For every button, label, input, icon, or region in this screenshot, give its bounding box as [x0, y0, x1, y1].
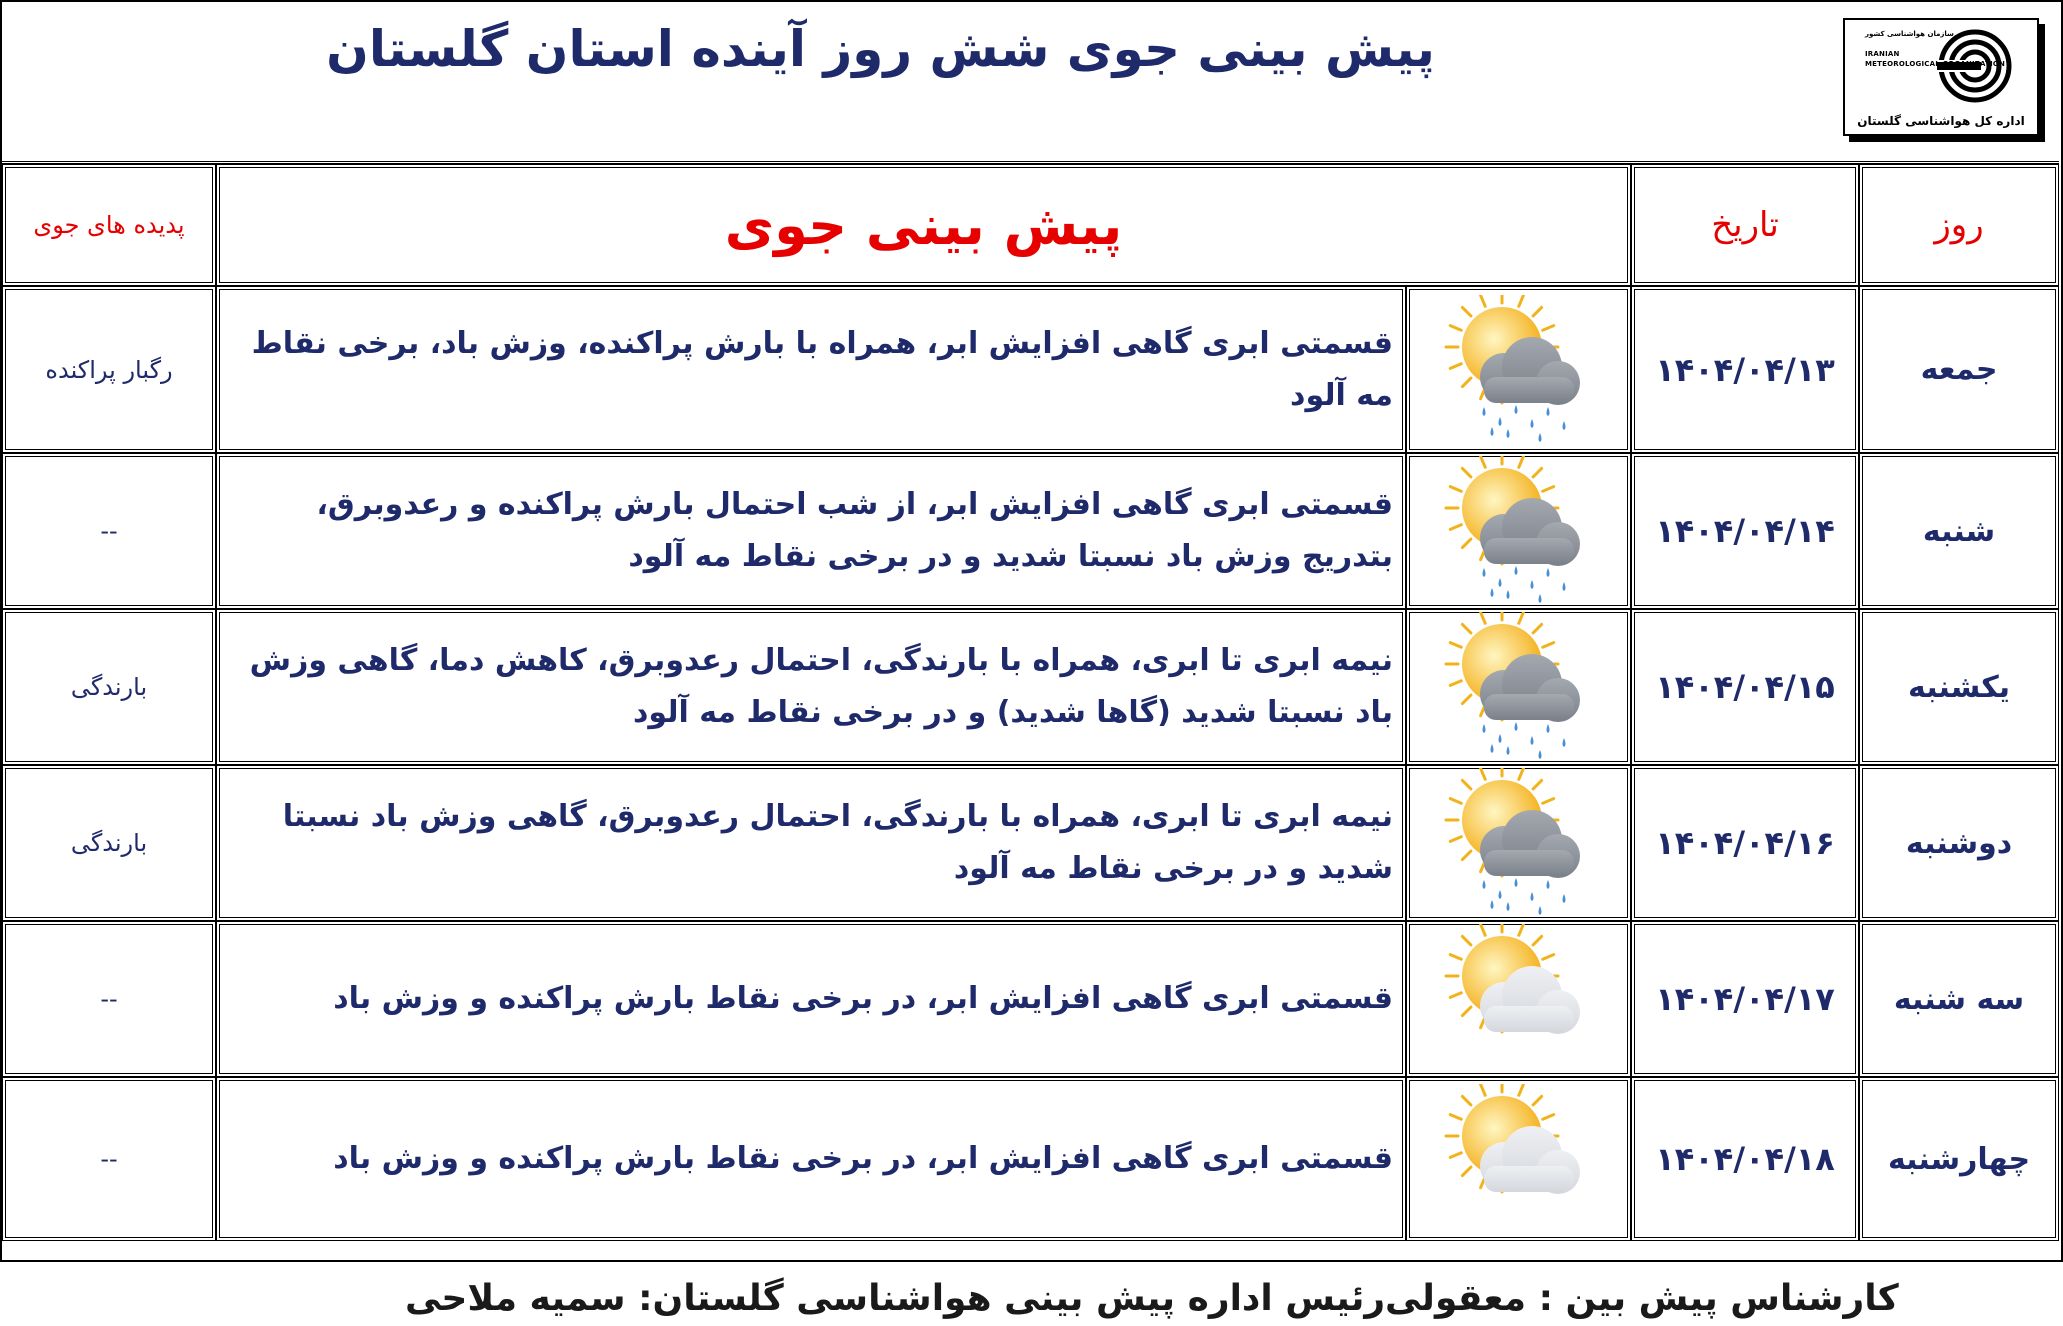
weather-icon-cell: [1406, 1077, 1631, 1241]
row-day: جمعه: [1859, 286, 2059, 453]
row-day: یکشنبه: [1859, 609, 2059, 765]
header-date: تاریخ: [1631, 164, 1859, 286]
row-date: ۱۴۰۴/۰۴/۱۳: [1631, 286, 1859, 453]
forecast-row: [2, 765, 2059, 921]
forecast-row: [2, 1077, 2059, 1241]
header-day: روز: [1859, 164, 2059, 286]
weather-icon-cell: [1406, 609, 1631, 765]
row-phenomena: بارندگی: [2, 765, 216, 921]
row-date: ۱۴۰۴/۰۴/۱۶: [1631, 765, 1859, 921]
forecast-row: [2, 609, 2059, 765]
row-date: ۱۴۰۴/۰۴/۱۸: [1631, 1077, 1859, 1241]
head-of-office: رئیس اداره پیش بینی هواشناسی گلستان: سمیه ملاحی: [405, 1278, 1386, 1319]
sun-cloud-rain-icon: [1444, 612, 1594, 762]
sun-cloud-icon: [1444, 924, 1594, 1074]
forecast-row: [2, 453, 2059, 609]
logo-en-name-1: IRANIAN: [1865, 50, 1900, 58]
page-title: پیش بینی جوی شش روز آینده استان گلستان: [326, 20, 1435, 78]
row-forecast-description: قسمتی ابری گاهی افزایش ابر، در برخی نقاط بارش پراکنده و وزش باد: [216, 1077, 1406, 1241]
logo-en-name-2: METEOROLOGICAL ORGANIZATION: [1865, 60, 2006, 68]
sun-cloud-rain-icon: [1444, 295, 1594, 445]
row-day: چهارشنبه: [1859, 1077, 2059, 1241]
forecast-row: [2, 921, 2059, 1077]
sun-cloud-icon: [1444, 1084, 1594, 1234]
row-forecast-description: نیمه ابری تا ابری، همراه با بارندگی، احتمال رعدوبرق، گاهی وزش باد نسبتا شدید و در برخی نقاط مه آلود: [216, 765, 1406, 921]
row-day: سه شنبه: [1859, 921, 2059, 1077]
weather-icon-cell: [1406, 286, 1631, 453]
sun-cloud-rain-icon: [1444, 456, 1594, 606]
page-header: [2, 2, 2059, 164]
header-phenomena: پدیده های جوی: [2, 164, 216, 286]
row-forecast-description: قسمتی ابری گاهی افزایش ابر، در برخی نقاط بارش پراکنده و وزش باد: [216, 921, 1406, 1077]
header-forecast: پیش بینی جوی: [216, 164, 1631, 286]
row-date: ۱۴۰۴/۰۴/۱۵: [1631, 609, 1859, 765]
row-phenomena: --: [2, 453, 216, 609]
forecast-row: [2, 286, 2059, 453]
meteorological-logo: [1843, 18, 2039, 136]
row-day: دوشنبه: [1859, 765, 2059, 921]
row-forecast-description: قسمتی ابری گاهی افزایش ابر، از شب احتمال بارش پراکنده و رعدوبرق، بتدریج وزش باد نسبتا شدید و در برخی نقاط مه آلود: [216, 453, 1406, 609]
row-phenomena: بارندگی: [2, 609, 216, 765]
weather-icon-cell: [1406, 921, 1631, 1077]
forecast-table: [2, 164, 2059, 1241]
row-date: ۱۴۰۴/۰۴/۱۷: [1631, 921, 1859, 1077]
table-header-row: [2, 164, 2059, 286]
row-phenomena: --: [2, 1077, 216, 1241]
logo-fa-name: سازمان هواشناسی کشور: [1865, 30, 1954, 38]
forecaster-name: کارشناس پیش بین : معقولی: [1385, 1278, 1899, 1319]
weather-icon-cell: [1406, 765, 1631, 921]
logo-caption: اداره کل هواشناسی گلستان: [1857, 114, 2025, 128]
row-forecast-description: قسمتی ابری گاهی افزایش ابر، همراه با بارش پراکنده، وزش باد، برخی نقاط مه آلود: [216, 286, 1406, 453]
row-phenomena: رگبار پراکنده: [2, 286, 216, 453]
row-phenomena: --: [2, 921, 216, 1077]
row-forecast-description: نیمه ابری تا ابری، همراه با بارندگی، احتمال رعدوبرق، کاهش دما، گاهی وزش باد نسبتا شدید (گاها شدید) و در برخی نقاط مه آلود: [216, 609, 1406, 765]
weather-icon-cell: [1406, 453, 1631, 609]
sun-cloud-rain-icon: [1444, 768, 1594, 918]
row-date: ۱۴۰۴/۰۴/۱۴: [1631, 453, 1859, 609]
row-day: شنبه: [1859, 453, 2059, 609]
